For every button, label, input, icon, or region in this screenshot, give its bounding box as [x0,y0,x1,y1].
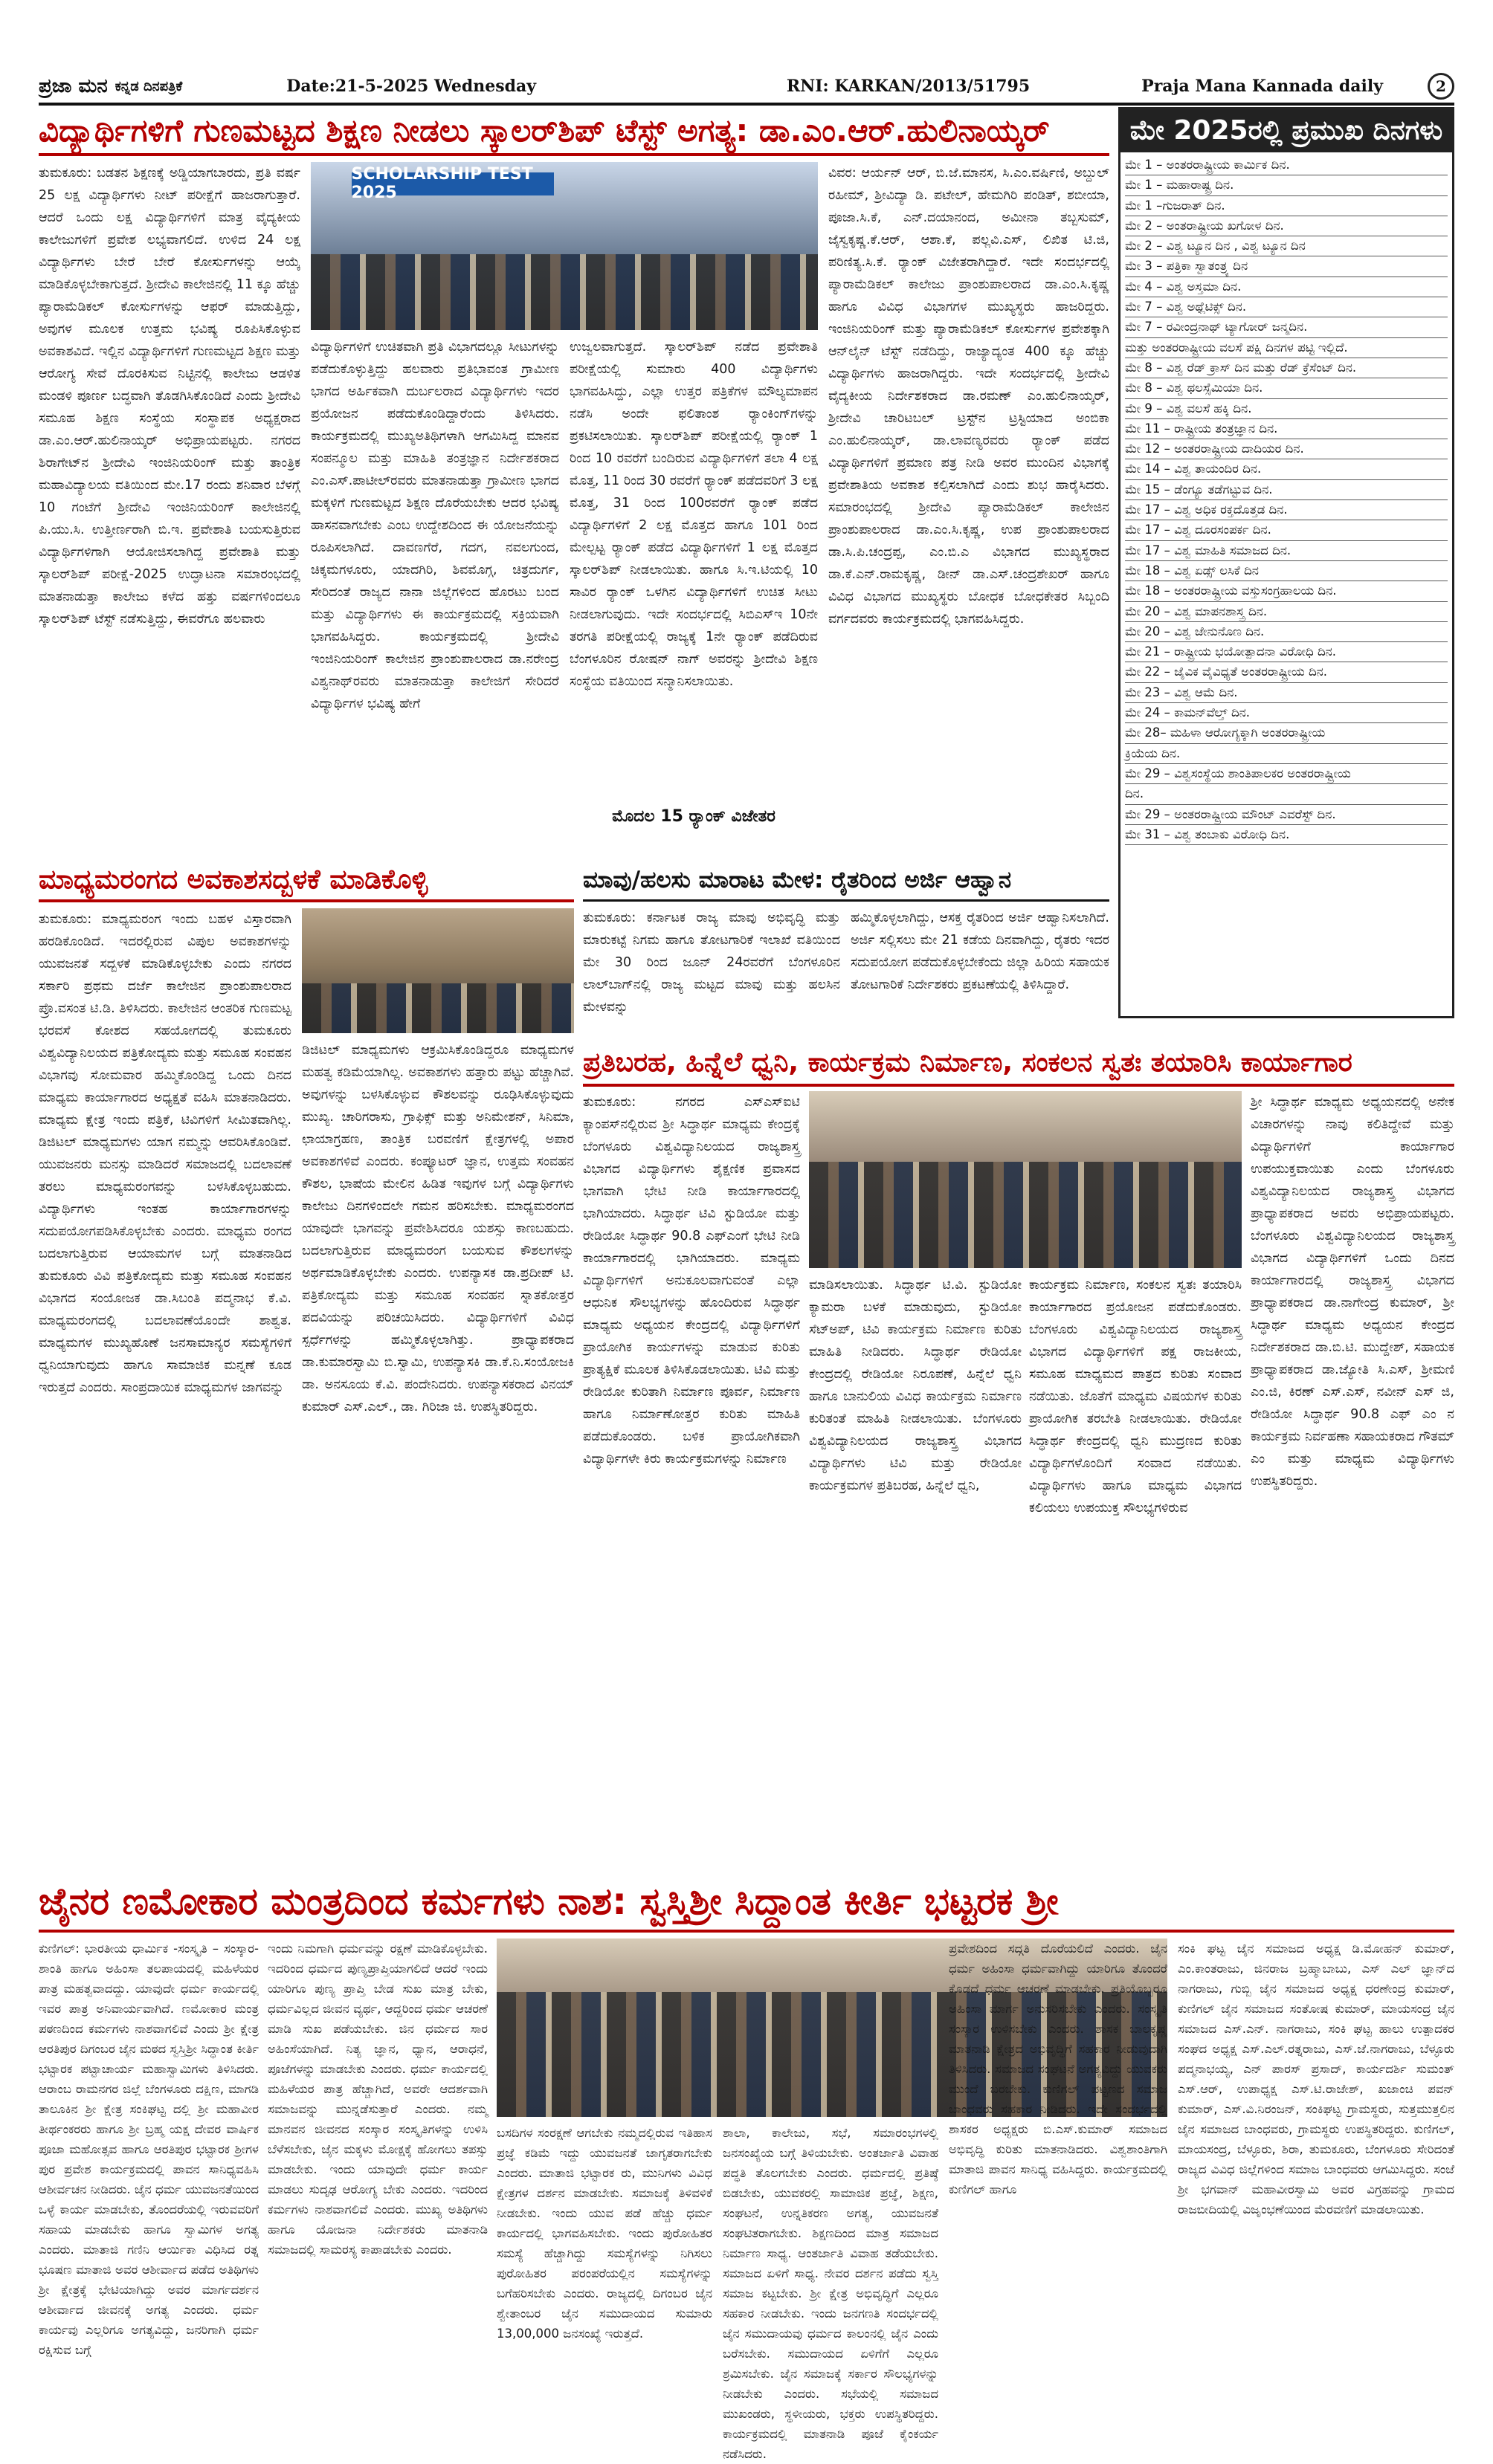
important-day-item: ಮೇ 15 – ಡೆಂಗ್ಯೂ ತಡೆಗಟ್ಟುವ ದಿನ. [1125,480,1448,500]
story4-col3: ಕಾರ್ಯಕ್ರಮ ನಿರ್ಮಾಣ, ಸಂಕಲನ ಸ್ವತಃ ತಯಾರಿಸಿ ಕಾರ್ಯಾಗಾರದ ಪ್ರಯೋಜನ ಪಡೆದುಕೊಂಡರು. ಬೆಂಗಳೂರು ವಿಶ್ವವಿದ್ಯಾನಿಲಯದ ರಾಜ್ಯಶಾಸ್ತ್ರ ವಿಭಾಗದ ವಿದ್ಯಾರ್ಥಿಗಳಿಗೆ ಪಕ್ಷ ರಾಜಕೀಯ, ಸಮೂಹ ಮಾಧ್ಯಮದ ಪಾತ್ರದ ಕುರಿತು ಸಂವಾದ ನಡೆಯಿತು. ಜೊತೆಗೆ ಮಾಧ್ಯಮ ವಿಷಯಗಳ ಕುರಿತು ಪ್ರಾಯೋಗಿಕ ತರಬೇತಿ ನೀಡಲಾಯಿತು. ರೇಡಿಯೋ ಸಿದ್ಧಾರ್ಥ ಕೇಂದ್ರದಲ್ಲಿ ಧ್ವನಿ ಮುದ್ರಣದ ಕುರಿತು ವಿದ್ಯಾರ್ಥಿಗಳೊಂದಿಗೆ ಸಂವಾದ ನಡೆಯಿತು. ವಿದ್ಯಾರ್ಥಿಗಳು ಹಾಗೂ ಮಾಧ್ಯಮ ವಿಭಾಗದ ಕಲಿಯಲು ಉಪಯುಕ್ತ ಸೌಲಭ್ಯಗಳಿರುವ [1029,1278,1242,1516]
important-day-item: ಮೇ 17 – ವಿಶ್ವ ದೂರಸಂಪರ್ಕ ದಿನ. [1125,520,1448,540]
important-day-item: ಮೇ 22 – ಜೈವಿಕ ವೈವಿಧ್ಯತೆ ಅಂತರರಾಷ್ಟ್ರೀಯ ದಿನ. [1125,662,1448,682]
important-day-item: ಕ್ರಿಯೆಯ ದಿನ. [1125,744,1448,764]
story2-photo [302,908,574,1033]
page-number: 2 [1428,73,1454,100]
important-day-item: ಮೇ 23 – ವಿಶ್ವ ಆಮೆ ದಿನ. [1125,683,1448,703]
story5-col3: ಬಸದಿಗಳ ಸಂರಕ್ಷಣೆ ಆಗಬೇಕು ನಮ್ಮದಲ್ಲಿರುವ ಇತಿಹಾಸ ಪ್ರಜ್ಞೆ ಕಡಿಮೆ ಇದ್ದು ಯುವಜನತೆ ಜಾಗೃತರಾಗಬೇಕು ಎಂದರು. ಮಾತಾಜಿ ಭಟ್ಟಾರಕ ರು, ಮುನಿಗಳು ವಿವಿಧ ಕ್ಷೇತ್ರಗಳ ದರ್ಶನ ಮಾಡಬೇಕು. ಸಮಾಜಕ್ಕೆ ತಿಳಿವಳಿಕೆ ನೀಡಬೇಕು. ಇಂದು ಯುವ ಪಡೆ ಹೆಚ್ಚು ಧರ್ಮ ಕಾರ್ಯದಲ್ಲಿ ಭಾಗವಹಿಸಬೇಕು. ಇಂದು ಪುರೋಹಿತರ ಸಮಸ್ಯೆ ಹೆಚ್ಚಾಗಿದ್ದು ಸಮಸ್ಯೆಗಳನ್ನು ನಿಗಿಸಲು ಪುರೋಹಿತರ ಪರಂಪರೆಯಲ್ಲಿನ ಸಮಸ್ಯೆಗಳನ್ನು ಬಗೆಹರಿಸಬೇಕು ಎಂದರು. ರಾಜ್ಯದಲ್ಲಿ ದಿಗಂಬರ ಜೈನ ಶ್ವೇತಾಂಬರ ಜೈನ ಸಮುದಾಯದ ಸುಮಾರು 13,00,000 ಜನಸಂಖ್ಯೆ ಇರುತ್ತದೆ. [497,2126,712,2341]
important-day-item: ಮೇ 9 – ವಿಶ್ವ ವಲಸೆ ಹಕ್ಕಿ ದಿನ. [1125,399,1448,419]
issue-date: Date:21-5-2025 Wednesday [286,77,537,96]
paper-name: Praja Mana Kannada daily [1141,77,1383,96]
masthead-logo: ಪ್ರಜಾ ಮನ [39,74,108,97]
important-day-item: ಮೇ 14 – ವಿಶ್ವ ತಾಯಂದಿರ ದಿನ. [1125,459,1448,479]
important-day-item: ಮೇ 1 – ಮಹಾರಾಷ್ಟ್ರ ದಿನ. [1125,175,1448,195]
important-day-item: ಮೇ 3 – ಪತ್ರಿಕಾ ಸ್ವಾತಂತ್ರ್ಯ ದಿನ [1125,256,1448,277]
important-days-title: ಮೇ 2025ರಲ್ಲಿ ಪ್ರಮುಖ ದಿನಗಳು [1120,109,1452,152]
important-day-item: ಮೇ 4 – ವಿಶ್ವ ಅಸ್ತಮಾ ದಿನ. [1125,277,1448,297]
story3-col1: ತುಮಕೂರು: ಕರ್ನಾಟಕ ರಾಜ್ಯ ಮಾವು ಅಭಿವೃದ್ಧಿ ಮತ್ತು ಮಾರುಕಟ್ಟೆ ನಿಗಮ ಹಾಗೂ ತೋಟಗಾರಿಕೆ ಇಲಾಖೆ ವತಿಯಿಂದ ಮೇ 30 ರಿಂದ ಜೂನ್ 24ರವರೆಗೆ ಬೆಂಗಳೂರಿನ ಲಾಲ್‌ಬಾಗ್‌ನಲ್ಲಿ ರಾಜ್ಯ ಮಟ್ಟದ ಮಾವು ಮತ್ತು ಹಲಸಿನ ಮೇಳವನ್ನು [583,911,840,1015]
story4-headline-rule [583,1084,1454,1087]
story5-col5: ಪ್ರವೇಶದಿಂದ ಸದ್ಗತಿ ದೊರೆಯಲಿದೆ ಎಂದರು. ಜೈನ ಧರ್ಮ ಅಹಿಂಸಾ ಧರ್ಮವಾಗಿದ್ದು ಯಾರಿಗೂ ತೊಂದರೆ ಕೊಡದೆ ಧರ್ಮ ಆಚರಣೆ ಮಾಡಬೇಕು. ಪ್ರತಿಯೊಬ್ಬರೂ ಅಹಿಂಸಾ ಮಾರ್ಗ ಅನುಸರಿಸಬೇಕು ಎಂದರು. ಸಂಸ್ಕೃತಿ ಸಂಸ್ಕಾರ ಉಳಿಸಬೇಕು ಎಂದರು. ಶಾಸಕ ಬಾಲಕೃಷ್ಣ ಮಾತನಾಡಿ ಕ್ಷೇತ್ರದ ಅಭಿವೃದ್ಧಿಗೆ ಸಹಕಾರ ನೀಡುವುದಾಗಿ ತಿಳಿಸಿದರು. ಸಮಾಜದ ಸಂಘಟನೆ ಅಗತ್ಯವಿದ್ದು ಯುವಕರು ಮುಂದೆ ಬರಬೇಕು. ಕುಣಿಗಲ್ ಪಟ್ಟಣದ ಸಮಾಜ ಬಾಂಧವರು ಸಹಕಾರ ನೀಡಿದರು. ಇದೇ ಸಂದರ್ಭದಲ್ಲಿ ಶಾಸಕರ ಅಧ್ಯಕ್ಷರು ಬಿ.ಎಸ್.ಕುಮಾರ್ ಸಮಾಜದ ಅಭಿವೃದ್ಧಿ ಕುರಿತು ಮಾತನಾಡಿದರು. ವಿಶ್ವಶಾಂತಿಗಾಗಿ ಮಾತಾಜಿ ಪಾವನ ಸಾನಿಧ್ಯ ವಹಿಸಿದ್ದರು. ಕಾರ್ಯಕ್ರಮದಲ್ಲಿ ಕುಣಿಗಲ್ ಹಾಗೂ [949,1941,1167,2196]
story2-headline: ಮಾಧ್ಯಮರಂಗದ ಅವಕಾಶಸದ್ಬಳಕೆ ಮಾಡಿಕೊಳ್ಳಿ [39,864,428,895]
story5-col4: ಶಾಲಾ, ಕಾಲೇಜು, ಸಭೆ, ಸಮಾರಂಭಗಳಲ್ಲಿ ಜನಸಂಖ್ಯೆಯ ಬಗ್ಗೆ ತಿಳಿಯಬೇಕು. ಅಂತರ್ಜಾತಿ ವಿವಾಹ ಪದ್ಧತಿ ತೊಲಗಬೇಕು ಎಂದರು. ಧರ್ಮದಲ್ಲಿ ಪ್ರತಿಷ್ಠೆ ಬಿಡಬೇಕು, ಯುವಕರಲ್ಲಿ ಸಾಮಾಜಿಕ ಪ್ರಜ್ಞೆ, ಶಿಕ್ಷಣ, ಸಂಘಟನೆ, ಉನ್ನತಿಕರಣ ಅಗತ್ಯ, ಯುವಜನತೆ ಸಂಘಟಿತರಾಗಬೇಕು. ಶಿಕ್ಷಣದಿಂದ ಮಾತ್ರ ಸಮಾಜದ ನಿರ್ಮಾಣ ಸಾಧ್ಯ. ಆಂತರ್ಜಾತಿ ವಿವಾಹ ತಡೆಯಬೇಕು. ಸಮಾಜದ ಏಳಿಗೆ ಸಾಧ್ಯ. ನೇವರ ದರ್ಶನ ಪಡೆದು ಸ್ವಸ್ತಿ ಸಮಾಜ ಕಟ್ಟಬೇಕು. ಶ್ರೀ ಕ್ಷೇತ್ರ ಅಭಿವೃದ್ಧಿಗೆ ಎಲ್ಲರೂ ಸಹಕಾರ ನೀಡಬೇಕು. ಇಂದು ಜನಗಣತಿ ಸಂದರ್ಭದಲ್ಲಿ ಜೈನ ಸಮುದಾಯವು ಧರ್ಮದ ಕಾಲಂನಲ್ಲಿ ಜೈನ ಎಂದು ಬರೆಸಬೇಕು. ಸಮುದಾಯದ ಏಳಿಗೆಗೆ ಎಲ್ಲರೂ ಶ್ರಮಿಸಬೇಕು. ಜೈನ ಸಮಾಜಕ್ಕೆ ಸರ್ಕಾರ ಸೌಲಭ್ಯಗಳನ್ನು ನೀಡಬೇಕು ಎಂದರು. ಸಭೆಯಲ್ಲಿ ಸಮಾಜದ ಮುಖಂಡರು, ಸ್ಥಳೀಯರು, ಭಕ್ತರು ಉಪಸ್ಥಿತರಿದ್ದರು. ಕಾರ್ಯಕ್ರಮದಲ್ಲಿ ಮಾತನಾಡಿ ಪೂಜೆ ಕೈಂಕರ್ಯ ನಡೆಸಿದರು. [723,2126,938,2461]
story5-headline: ಜೈನರ ಣಮೋಕಾರ ಮಂತ್ರದಿಂದ ಕರ್ಮಗಳು ನಾಶ: ಸ್ವಸ್ತಿಶ್ರೀ ಸಿದ್ದಾಂತ ಕೀರ್ತಿ ಭಟ್ಟರಕ ಶ್ರೀ [39,1880,1059,1923]
masthead-rule [39,103,1454,106]
masthead [39,71,1454,101]
story4-photo [809,1091,1242,1268]
important-day-item: ಮೇ 11 – ರಾಷ್ಟ್ರೀಯ ತಂತ್ರಜ್ಞಾನ ದಿನ. [1125,419,1448,439]
important-day-item: ಮೇ 7 – ವಿಶ್ವ ಅಥ್ಲೆಟಿಕ್ಸ್ ದಿನ. [1125,297,1448,317]
important-day-item: ಮೇ 20 – ವಿಶ್ವ ಜೇನುನೊಣ ದಿನ. [1125,622,1448,642]
story4-photo-group [809,1162,1242,1268]
story3-headline-rule [583,899,1109,902]
important-day-item: ಮೇ 17 – ವಿಶ್ವ ಮಾಹಿತಿ ಸಮಾಜದ ದಿನ. [1125,541,1448,561]
important-day-item: ದಿನ. [1125,784,1448,804]
important-day-item: ಮೇ 7 – ರವೀಂದ್ರನಾಥ್ ಟ್ಯಾಗೋರ್ ಜನ್ಮದಿನ. [1125,317,1448,337]
important-day-item: ಮೇ 8 – ವಿಶ್ವ ಥಲಸ್ಸೆಮಿಯಾ ದಿನ. [1125,378,1448,398]
story5-col1: ಕುಣಿಗಲ್: ಭಾರತೀಯ ಧಾರ್ಮಿಕ -ಸಂಸ್ಕೃತಿ – ಸಂಸ್ಕಾರ-ಶಾಂತಿ ಹಾಗೂ ಅಹಿಂಸಾ ತಲಪಾಯದಲ್ಲಿ ಮಹಿಳೆಯರ ಪಾತ್ರ ಮಹತ್ವವಾದದ್ದು. ಯಾವುದೇ ಧರ್ಮ ಕಾರ್ಯದಲ್ಲಿ ಇವರ ಪಾತ್ರ ಅನಿವಾರ್ಯವಾಗಿದೆ. ಣಮೋಕಾರ ಮಂತ್ರ ಪಠಣದಿಂದ ಕರ್ಮಗಳು ನಾಶವಾಗಲಿವೆ ಎಂದು ಶ್ರೀ ಕ್ಷೇತ್ರ ಆರತಿಪುರ ದಿಗಂಬರ ಜೈನ ಮಠದ ಸ್ವಸ್ತಿಶ್ರೀ ಸಿದ್ಧಾಂತ ಕೀರ್ತಿ ಭಟ್ಟಾರಕ ಪಟ್ಟಾಚಾರ್ಯ ಮಹಾಸ್ವಾಮಿಗಳು ತಿಳಿಸಿದರು. ಆರಾಂಬ ರಾಮನಗರ ಜಿಲ್ಲೆ ಬೆಂಗಳೂರು ದಕ್ಷಿಣ, ಮಾಗಡಿ ತಾಲೂಕಿನ ಶ್ರೀ ಕ್ಷೇತ್ರ ಸಂಕಿಘಟ್ಟ ದಲ್ಲಿ ಶ್ರೀ ಮಹಾವೀರ ತೀರ್ಥಂಕರರು ಹಾಗೂ ಶ್ರೀ ಬ್ರಹ್ಮ ಯಕ್ಷ ದೇವರ ವಾರ್ಷಿಕ ಪೂಜಾ ಮಹೋತ್ಸವ ಹಾಗೂ ಆರತಿಪುರ ಭಟ್ಟಾರಕ ಶ್ರೀಗಳ ಪುರ ಪ್ರವೇಶ ಕಾರ್ಯಕ್ರಮದಲ್ಲಿ ಪಾವನ ಸಾನಿಧ್ಯವಹಿಸಿ ಆಶೀರ್ವಚನ ನೀಡಿದರು. ಜೈನ ಧರ್ಮ ಯುವಜನತೆಯಿಂದ ಒಳ್ಳೆ ಕಾರ್ಯ ಮಾಡಬೇಕು, ತೊಂದರೆಯಲ್ಲಿ ಇರುವವರಿಗೆ ಸಹಾಯ ಮಾಡಬೇಕು ಹಾಗೂ ಸ್ವಾಮಿಗಳ ಅಗತ್ಯ ಎಂದರು. ಮಾತಾಜಿ ಗಣಿನಿ ಆರ್ಯಿಕಾ ವಿಧಿಸಿದ ರತ್ನ ಭೂಷಣ ಮಾತಾಜಿ ಅವರ ಆಶೀರ್ವಾದ ಪಡೆದ ಅತಿಥಿಗಳು ಶ್ರೀ ಕ್ಷೇತ್ರಕ್ಕೆ ಭೇಟಿಯಾಗಿದ್ದು ಅವರ ಮಾರ್ಗದರ್ಶನ ಆಶೀರ್ವಾದ ಜೀವನಕ್ಕೆ ಅಗತ್ಯ ಎಂದರು. ಧರ್ಮ ಕಾರ್ಯವು ಎಲ್ಲರಿಗೂ ಅಗತ್ಯವಿದ್ದು, ಜನರಿಗಾಗಿ ಧರ್ಮ ರಕ್ಷಿಸುವ ಬಗ್ಗೆ [39,1941,259,2357]
story1-ranks-subhead: ಮೊದಲ 15 ರ್‍ಯಾಂಕ್ ವಿಜೇತರ [612,807,775,826]
important-day-item: ಮೇ 1 –ಗುಜರಾತ್ ದಿನ. [1125,196,1448,216]
story3-col2: ಹಮ್ಮಿಕೊಳ್ಳಲಾಗಿದ್ದು, ಆಸಕ್ತ ರೈತರಿಂದ ಅರ್ಜಿ ಆಹ್ವಾನಿಸಲಾಗಿದೆ. ಅರ್ಜಿ ಸಲ್ಲಿಸಲು ಮೇ 21 ಕಡೆಯ ದಿನವಾಗಿದ್ದು, ರೈತರು ಇದರ ಸದುಪಯೋಗ ಪಡೆದುಕೊಳ್ಳಬೇಕೆಂದು ಜಿಲ್ಲಾ ಹಿರಿಯ ಸಹಾಯಕ ತೋಟಗಾರಿಕೆ ನಿರ್ದೇಶಕರು ಪ್ರಕಟಣೆಯಲ್ಲಿ ತಿಳಿಸಿದ್ದಾರೆ. [851,911,1109,992]
important-day-item: ಮೇ 18 – ಅಂತರರಾಷ್ಟ್ರೀಯ ವಸ್ತುಸಂಗ್ರಹಾಲಯ ದಿನ. [1125,581,1448,601]
story2-col1: ತುಮಕೂರು: ಮಾಧ್ಯಮರಂಗ ಇಂದು ಬಹಳ ವಿಸ್ತಾರವಾಗಿ ಹರಡಿಕೊಂಡಿದೆ. ಇದರಲ್ಲಿರುವ ವಿಪುಲ ಅವಕಾಶಗಳನ್ನು ಯುವಜನತೆ ಸದ್ಬಳಕೆ ಮಾಡಿಕೊಳ್ಳಬೇಕು ಎಂದು ನಗರದ ಸರ್ಕಾರಿ ಪ್ರಥಮ ದರ್ಜೆ ಕಾಲೇಜಿನ ಪ್ರಾಂಶುಪಾಲರಾದ ಪ್ರೊ.ವಸಂತ ಟಿ.ಡಿ. ತಿಳಿಸಿದರು. ಕಾಲೇಜಿನ ಆಂತರಿಕ ಗುಣಮಟ್ಟ ಭರವಸೆ ಕೋಶದ ಸಹಯೋಗದಲ್ಲಿ ತುಮಕೂರು ವಿಶ್ವವಿದ್ಯಾನಿಲಯದ ಪತ್ರಿಕೋದ್ಯಮ ಮತ್ತು ಸಮೂಹ ಸಂವಹನ ವಿಭಾಗವು ಸೋಮವಾರ ಹಮ್ಮಿಕೊಂಡಿದ್ದ ಒಂದು ದಿನದ ಮಾಧ್ಯಮ ಕಾರ್ಯಾಗಾರದ ಅಧ್ಯಕ್ಷತೆ ವಹಿಸಿ ಮಾತನಾಡಿದರು. ಮಾಧ್ಯಮ ಕ್ಷೇತ್ರ ಇಂದು ಪತ್ರಿಕೆ, ಟಿವಿಗಳಿಗೆ ಸೀಮಿತವಾಗಿಲ್ಲ. ಡಿಜಿಟಲ್ ಮಾಧ್ಯಮಗಳು ಯಾಗ ನಮ್ಮನ್ನು ಆವರಿಸಿಕೊಂಡಿವೆ. ಯುವಜನರು ಮನಸ್ಸು ಮಾಡಿದರೆ ಸಮಾಜದಲ್ಲಿ ಬದಲಾವಣೆ ತರಲು ಮಾಧ್ಯಮರಂಗವನ್ನು ಬಳಸಿಕೊಳ್ಳಬಹುದು. ವಿದ್ಯಾರ್ಥಿಗಳು ಇಂತಹ ಕಾರ್ಯಾಗಾರಗಳನ್ನು ಸದುಪಯೋಗಪಡಿಸಿಕೊಳ್ಳಬೇಕು ಎಂದರು. ಮಾಧ್ಯಮ ರಂಗದ ಬದಲಾಗುತ್ತಿರುವ ಆಯಾಮಗಳ ಬಗ್ಗೆ ಮಾತನಾಡಿದ ತುಮಕೂರು ವಿವಿ ಪತ್ರಿಕೋದ್ಯಮ ಮತ್ತು ಸಮೂಹ ಸಂವಹನ ವಿಭಾಗದ ಸಂಯೋಜಕ ಡಾ.ಸಿಬಂತಿ ಪದ್ಮನಾಭ ಕೆ.ವಿ. ಮಾಧ್ಯಮರಂಗದಲ್ಲಿ ಬದಲಾವಣೆಯೊಂದೇ ಶಾಶ್ವತ. ಮಾಧ್ಯಮಗಳ ಮುಖ್ಯಹೊಣೆ ಜನಸಾಮಾನ್ಯರ ಸಮಸ್ಯೆಗಳಿಗೆ ಧ್ವನಿಯಾಗುವುದು ಹಾಗೂ ಸಾಮಾಜಿಕ ಮನ್ನಣೆ ಕೂಡ ಇರುತ್ತದೆ ಎಂದರು. ಸಾಂಪ್ರದಾಯಿಕ ಮಾಧ್ಯಮಗಳ ಜಾಗವನ್ನು [39,912,291,1395]
story1-col2: ವಿದ್ಯಾರ್ಥಿಗಳಿಗೆ ಉಚಿತವಾಗಿ ಪ್ರತಿ ವಿಭಾಗದಲ್ಲೂ ಸೀಟುಗಳನ್ನು ಪಡೆದುಕೊಳ್ಳುತ್ತಿದ್ದು ಹಲವಾರು ಪ್ರತಿಭಾವಂತ ಗ್ರಾಮೀಣ ಭಾಗದ ಅರ್ಹಿಕವಾಗಿ ದುರ್ಬಲರಾದ ವಿದ್ಯಾರ್ಥಿಗಳು ಇದರ ಪ್ರಯೋಜನ ಪಡೆದುಕೊಂಡಿದ್ದಾರೆಂದು ತಿಳಿಸಿದರು. ಕಾರ್ಯಕ್ರಮದಲ್ಲಿ ಮುಖ್ಯಅತಿಥಿಗಳಾಗಿ ಆಗಮಿಸಿದ್ದ ಮಾನವ ಸಂಪನ್ಮೂಲ ಮತ್ತು ಮಾಹಿತಿ ತಂತ್ರಜ್ಞಾನ ನಿರ್ದೇಶಕರಾದ ಎಂ.ಎಸ್.ಪಾಟೀಲ್‌ರವರು ಮಾತನಾಡುತ್ತಾ ಗ್ರಾಮೀಣ ಭಾಗದ ಮಕ್ಕಳಿಗೆ ಗುಣಮಟ್ಟದ ಶಿಕ್ಷಣ ದೊರೆಯಬೇಕು ಆದರ ಭವಿಷ್ಯ ಹಾಸನವಾಗಬೇಕು ಎಂಬ ಉದ್ದೇಶದಿಂದ ಈ ಯೋಜನೆಯನ್ನು ರೂಪಿಸಲಾಗಿದೆ. ದಾವಣಗೆರೆ, ಗದಗ, ನವಲಗುಂದ, ಚಿಕ್ಕಮಗಳೂರು, ಯಾದಗಿರಿ, ಶಿವಮೊಗ್ಗ, ಚಿತ್ರದುರ್ಗ, ಸೇರಿದಂತೆ ರಾಜ್ಯದ ನಾನಾ ಜಿಲ್ಲೆಗಳಿಂದ ಹೊರಟು ಬಂದ ಮತ್ತು ವಿದ್ಯಾರ್ಥಿಗಳು ಈ ಕಾರ್ಯಕ್ರಮದಲ್ಲಿ ಸಕ್ರಿಯವಾಗಿ ಭಾಗವಹಿಸಿದ್ದರು. ಕಾರ್ಯಕ್ರಮದಲ್ಲಿ ಶ್ರೀದೇವಿ ಇಂಜಿನಿಯರಿಂಗ್ ಕಾಲೇಜಿನ ಪ್ರಾಂಶುಪಾಲರಾದ ಡಾ.ನರೇಂದ್ರ ವಿಶ್ವನಾಥ್‌ರವರು ಮಾತನಾಡುತ್ತಾ ಕಾಲೇಜಿಗೆ ಸೇರಿದರೆ ವಿದ್ಯಾರ್ಥಿಗಳ ಭವಿಷ್ಯ ಹೇಗೆ [311,340,559,711]
story1-col3: ಉಜ್ವಲವಾಗುತ್ತದೆ. ಸ್ಕಾಲರ್‌ಶಿಪ್ ನಡೆದ ಪ್ರವೇಶಾತಿ ಪರೀಕ್ಷೆಯಲ್ಲಿ ಸುಮಾರು 400 ವಿದ್ಯಾರ್ಥಿಗಳು ಭಾಗವಹಿಸಿದ್ದು, ಎಲ್ಲಾ ಉತ್ತರ ಪತ್ರಿಕೆಗಳ ಮೌಲ್ಯಮಾಪನ ನಡೆಸಿ ಅಂದೇ ಫಲಿತಾಂಶ ರ್‍ಯಾಂಕಿಂಗ್‌ಗಳನ್ನು ಪ್ರಕಟಿಸಲಾಯಿತು. ಸ್ಕಾಲರ್‌ಶಿಪ್ ಪರೀಕ್ಷೆಯಲ್ಲಿ ರ್‍ಯಾಂಕ್ 1 ರಿಂದ 10 ರವರೆಗೆ ಬಂದಿರುವ ವಿದ್ಯಾರ್ಥಿಗಳಿಗೆ ತಲಾ 4 ಲಕ್ಷ ಮೊತ್ತ, 11 ರಿಂದ 30 ರವರೆಗೆ ರ್‍ಯಾಂಕ್ ಪಡೆದವರಿಗೆ 3 ಲಕ್ಷ ಮೊತ್ತ, 31 ರಿಂದ 100ರವರೆಗೆ ರ್‍ಯಾಂಕ್ ಪಡೆದ ವಿದ್ಯಾರ್ಥಿಗಳಿಗೆ 2 ಲಕ್ಷ ಮೊತ್ತದ ಹಾಗೂ 101 ರಿಂದ ಮೇಲ್ಪಟ್ಟ ರ್‍ಯಾಂಕ್ ಪಡೆದ ವಿದ್ಯಾರ್ಥಿಗಳಿಗೆ 1 ಲಕ್ಷ ಮೊತ್ತದ ಸ್ಕಾಲರ್‌ಶಿಪ್ ನೀಡಲಾಯಿತು. ಹಾಗೂ ಸಿ.ಇ.ಟಿಯಲ್ಲಿ 10 ಸಾವಿರ ರ್‍ಯಾಂಕ್ ಒಳಗಿನ ವಿದ್ಯಾರ್ಥಿಗಳಿಗೆ ಉಚಿತ ಸೀಟು ನೀಡಲಾಗುವುದು. ಇದೇ ಸಂದರ್ಭದಲ್ಲಿ ಸಿಬಿಎಸ್ಇ 10ನೇ ತರಗತಿ ಪರೀಕ್ಷೆಯಲ್ಲಿ ರಾಜ್ಯಕ್ಕೆ 1ನೇ ರ್‍ಯಾಂಕ್ ಪಡೆದಿರುವ ಬೆಂಗಳೂರಿನ ರೋಷನ್ ನಾಗ್ ಅವರನ್ನು ಶ್ರೀದೇವಿ ಶಿಕ್ಷಣ ಸಂಸ್ಥೆಯ ವತಿಯಿಂದ ಸನ್ಮಾನಿಸಲಾಯಿತು. [570,340,818,689]
important-day-item: ಮೇ 31 – ವಿಶ್ವ ತಂಬಾಕು ವಿರೋಧಿ ದಿನ. [1125,825,1448,845]
important-day-item: ಮೇ 21 – ರಾಷ್ಟ್ರೀಯ ಭಯೋತ್ಪಾದನಾ ವಿರೋಧಿ ದಿನ. [1125,642,1448,662]
story5-col2: ಇಂದು ನಿಮಗಾಗಿ ಧರ್ಮವನ್ನು ರಕ್ಷಣೆ ಮಾಡಿಕೊಳ್ಳಬೇಕು. ಇದರಿಂದ ಧರ್ಮದ ಪುಣ್ಯಪ್ರಾಪ್ತಿಯಾಗಲಿದೆ ಆದರೆ ಇಂದು ಯಾರಿಗೂ ಪುಣ್ಯ ಪ್ರಾಪ್ತಿ ಬೇಡ ಸುಖ ಮಾತ್ರ ಬೇಕು, ಧರ್ಮವಿಲ್ಲದ ಜೀವನ ವ್ಯರ್ಥ, ಆದ್ದರಿಂದ ಧರ್ಮ ಆಚರಣೆ ಮಾಡಿ ಸುಖ ಪಡೆಯಬೇಕು. ಜಿನ ಧರ್ಮದ ಸಾರ ಅಹಿಂಸೆಯಾಗಿದೆ. ನಿತ್ಯ ಜ್ಞಾನ, ಧ್ಯಾನ, ಆರಾಧನೆ, ಪೂಜೆಗಳನ್ನು ಮಾಡಬೇಕು ಎಂದರು. ಧರ್ಮ ಕಾರ್ಯದಲ್ಲಿ ಮಹಿಳೆಯರ ಪಾತ್ರ ಹೆಚ್ಚಾಗಿದೆ, ಅವರೇ ಆದರ್ಶವಾಗಿ ಸಮಾಜವನ್ನು ಮುನ್ನಡೆಸುತ್ತಾರೆ ಎಂದರು. ನಮ್ಮ ಮಾನವನ ಜೀವನದ ಸಂಸ್ಕಾರ ಸಂಸ್ಕೃತಿಗಳನ್ನು ಉಳಿಸಿ ಬೆಳೆಸಬೇಕು, ಜೈನ ಮಕ್ಕಳು ಮೋಕ್ಷಕ್ಕೆ ಹೋಗಲು ತಪಸ್ಸು ಮಾಡಬೇಕು. ಇಂದು ಯಾವುದೇ ಧರ್ಮ ಕಾರ್ಯ ಮಾಡಲು ಸುದೃಢ ಆರೋಗ್ಯ ಬೇಕು ಎಂದರು. ಇದರಿಂದ ಕರ್ಮಗಳು ನಾಶವಾಗಲಿವೆ ಎಂದರು. ಮುಖ್ಯ ಅತಿಥಿಗಳು ಹಾಗೂ ಯೋಜನಾ ನಿರ್ದೇಶಕರು ಮಾತನಾಡಿ ಸಮಾಜದಲ್ಲಿ ಸಾಮರಸ್ಯ ಕಾಪಾಡಬೇಕು ಎಂದರು. [268,1941,488,2257]
important-day-item: ಮೇ 28– ಮಹಿಳಾ ಆರೋಗ್ಯಕ್ಕಾಗಿ ಅಂತರರಾಷ್ಟ್ರೀಯ [1125,723,1448,743]
story4-col1: ತುಮಕೂರು: ನಗರದ ಎಸ್‌ಎಸ್‌ಐಟಿ ಕ್ಯಾಂಪಸ್‌ನಲ್ಲಿರುವ ಶ್ರೀ ಸಿದ್ಧಾರ್ಥ ಮಾಧ್ಯಮ ಕೇಂದ್ರಕ್ಕೆ ಬೆಂಗಳೂರು ವಿಶ್ವವಿದ್ಯಾನಿಲಯದ ರಾಜ್ಯಶಾಸ್ತ್ರ ವಿಭಾಗದ ವಿದ್ಯಾರ್ಥಿಗಳು ಶೈಕ್ಷಣಿಕ ಪ್ರವಾಸದ ಭಾಗವಾಗಿ ಭೇಟಿ ನೀಡಿ ಕಾರ್ಯಾಗಾರದಲ್ಲಿ ಭಾಗಿಯಾದರು. ಸಿದ್ಧಾರ್ಥ ಟಿವಿ ಸ್ಟುಡಿಯೋ ಮತ್ತು ರೇಡಿಯೋ ಸಿದ್ಧಾರ್ಥ 90.8 ಎಫ್‌ಎಂಗೆ ಭೇಟಿ ನೀಡಿ ಕಾರ್ಯಾಗಾರದಲ್ಲಿ ಭಾಗಿಯಾದರು. ಮಾಧ್ಯಮ ವಿದ್ಯಾರ್ಥಿಗಳಿಗೆ ಅನುಕೂಲವಾಗುವಂತೆ ಎಲ್ಲಾ ಆಧುನಿಕ ಸೌಲಭ್ಯಗಳನ್ನು ಹೊಂದಿರುವ ಸಿದ್ಧಾರ್ಥ ಮಾಧ್ಯಮ ಅಧ್ಯಯನ ಕೇಂದ್ರದಲ್ಲಿ ವಿದ್ಯಾರ್ಥಿಗಳಿಗೆ ಪ್ರಾಯೋಗಿಕ ಕಾರ್ಯಗಳನ್ನು ಮಾಡುವ ಕುರಿತು ಪ್ರಾತ್ಯಕ್ಷಿಕೆ ಮೂಲಕ ತಿಳಿಸಿಕೊಡಲಾಯಿತು. ಟಿವಿ ಮತ್ತು ರೇಡಿಯೋ ಕುರಿತಾಗಿ ನಿರ್ಮಾಣ ಪೂರ್ವ, ನಿರ್ಮಾಣ ಹಾಗೂ ನಿರ್ಮಾಣೋತ್ತರ ಕುರಿತು ಮಾಹಿತಿ ಪಡೆದುಕೊಂಡರು. ಬಳಿಕ ಪ್ರಾಯೋಗಿಕವಾಗಿ ವಿದ್ಯಾರ್ಥಿಗಳೇ ಕಿರು ಕಾರ್ಯಕ್ರಮಗಳನ್ನು ನಿರ್ಮಾಣ [583,1095,800,1467]
story2-headline-rule [39,899,574,902]
important-day-item: ಮೇ 29 – ವಿಶ್ವಸಂಸ್ಥೆಯ ಶಾಂತಿಪಾಲಕರ ಅಂತರರಾಷ್ಟ್ರೀಯ [1125,764,1448,784]
important-days-box [1118,107,1454,1018]
important-day-item: ಮೇ 1 – ಅಂತರರಾಷ್ಟ್ರೀಯ ಕಾರ್ಮಿಕ ದಿನ. [1125,155,1448,175]
story1-headline-rule [39,153,1109,156]
rni-number: RNI: KARKAN/2013/51795 [786,77,1031,96]
story5-col6: ಸಂಕಿ ಘಟ್ಟ ಜೈನ ಸಮಾಜದ ಅಧ್ಯಕ್ಷ ಡಿ.ಮೋಹನ್ ಕುಮಾರ್, ಎಂ.ಕಾಂತರಾಜು, ಜಿನರಾಜ ಬ್ರಹ್ಮಾಬಾಬು, ಎಸ್ ಎಲ್ ಜ್ಞಾನ್‌ದ ನಾಗರಾಜು, ಗುಬ್ಬಿ ಜೈನ ಸಮಾಜದ ಅಧ್ಯಕ್ಷ ಧರಣೇಂದ್ರ ಕುಮಾರ್, ಕುಣಿಗಲ್ ಜೈನ ಸಮಾಜದ ಸಂತೋಷ ಕುಮಾರ್, ಮಾಯಸಂದ್ರ ಜೈನ ಸಮಾಜದ ಎಸ್.ಎನ್. ನಾಗರಾಜು, ಸಂಕಿ ಘಟ್ಟ ಹಾಲು ಉತ್ಪಾದಕರ ಸಂಘದ ಅಧ್ಯಕ್ಷ ಎಸ್.ಎಲ್.ರತ್ನರಾಜು, ಎಸ್.ಜೆ.ನಾಗರಾಜು, ಬೆಳ್ಳೂರು ಪದ್ಮನಾಭಯ್ಯ, ಎನ್ ಪಾರಸ್ ಪ್ರಸಾದ್, ಕಾರ್ಯದರ್ಶಿ ಸುಮಂತ್ ಎಸ್.ಆರ್, ಉಪಾಧ್ಯಕ್ಷ ಎಸ್.ಟಿ.ರಾಜೇಶ್, ಖಜಾಂಚಿ ಪವನ್ ಕುಮಾರ್, ಎಸ್.ವಿ.ನಿರಂಜನ್, ಸಂಕಿಘಟ್ಟ ಗ್ರಾಮಸ್ಥರು, ಸುತ್ತಮುತ್ತಲಿನ ಜೈನ ಸಮಾಜದ ಬಾಂಧವರು, ಗ್ರಾಮಸ್ಥರು ಉಪಸ್ಥಿತರಿದ್ದರು. ಕುಣಿಗಲ್, ಮಾಯಸಂದ್ರ, ಬೆಳ್ಳೂರು, ಶಿರಾ, ತುಮಕೂರು, ಬೆಂಗಳೂರು ಸೇರಿದಂತೆ ರಾಜ್ಯದ ವಿವಿಧ ಜಿಲ್ಲೆಗಳಿಂದ ಸಮಾಜ ಬಾಂಧವರು ಆಗಮಿಸಿದ್ದರು. ಸಂಜೆ ಶ್ರೀ ಭಗವಾನ್ ಮಹಾವೀರಸ್ವಾಮಿ ಅವರ ವಿಗ್ರಹವನ್ನು ಗ್ರಾಮದ ರಾಜಬೀದಿಯಲ್ಲಿ ವಿಜೃಂಭಣೆಯಿಂದ ಮೆರವಣಿಗೆ ಮಾಡಲಾಯಿತು. [1178,1941,1454,2216]
masthead-tagline: ಕನ್ನಡ ದಿನಪತ್ರಿಕೆ [115,78,183,94]
story1-photo-people [311,254,818,330]
story5-headline-rule [39,1930,1454,1933]
story4-col2: ಮಾಡಿಸಲಾಯಿತು. ಸಿದ್ಧಾರ್ಥ ಟಿ.ವಿ. ಸ್ಟುಡಿಯೋ ಕ್ಯಾಮರಾ ಬಳಕೆ ಮಾಡುವುದು, ಸ್ಟುಡಿಯೋ ಸೆಟ್‌ಅಪ್, ಟಿವಿ ಕಾರ್ಯಕ್ರಮ ನಿರ್ಮಾಣ ಕುರಿತು ಮಾಹಿತಿ ನೀಡಿದರು. ಸಿದ್ಧಾರ್ಥ ರೇಡಿಯೋ ಕೇಂದ್ರದಲ್ಲಿ ರೇಡಿಯೋ ನಿರೂಪಣೆ, ಹಿನ್ನೆಲೆ ಧ್ವನಿ ಹಾಗೂ ಬಾನುಲಿಯ ವಿವಿಧ ಕಾರ್ಯಕ್ರಮ ನಿರ್ಮಾಣ ಕುರಿತಂತೆ ಮಾಹಿತಿ ನೀಡಲಾಯಿತು. ಬೆಂಗಳೂರು ವಿಶ್ವವಿದ್ಯಾನಿಲಯದ ರಾಜ್ಯಶಾಸ್ತ್ರ ವಿಭಾಗದ ವಿದ್ಯಾರ್ಥಿಗಳು ಟಿವಿ ಮತ್ತು ರೇಡಿಯೋ ಕಾರ್ಯಕ್ರಮಗಳ ಪ್ರತಿಬರಹ, ಹಿನ್ನೆಲೆ ಧ್ವನಿ, [809,1278,1022,1493]
story4-headline: ಪ್ರತಿಬರಹ, ಹಿನ್ನೆಲೆ ಧ್ವನಿ, ಕಾರ್ಯಕ್ರಮ ನಿರ್ಮಾಣ, ಸಂಕಲನ ಸ್ವತಃ ತಯಾರಿಸಿ ಕಾರ್ಯಾಗಾರ [583,1047,1352,1078]
story4-col4: ಶ್ರೀ ಸಿದ್ಧಾರ್ಥ ಮಾಧ್ಯಮ ಅಧ್ಯಯನದಲ್ಲಿ ಅನೇಕ ವಿಚಾರಗಳನ್ನು ನಾವು ಕಲಿತಿದ್ದೇವೆ ಮತ್ತು ವಿದ್ಯಾರ್ಥಿಗಳಿಗೆ ಕಾರ್ಯಾಗಾರ ಉಪಯುಕ್ತವಾಯಿತು ಎಂದು ಬೆಂಗಳೂರು ವಿಶ್ವವಿದ್ಯಾನಿಲಯದ ರಾಜ್ಯಶಾಸ್ತ್ರ ವಿಭಾಗದ ಪ್ರಾಧ್ಯಾಪಕರಾದ ಅವರು ಅಭಿಪ್ರಾಯಪಟ್ಟರು. ಬೆಂಗಳೂರು ವಿಶ್ವವಿದ್ಯಾನಿಲಯದ ರಾಜ್ಯಶಾಸ್ತ್ರ ವಿಭಾಗದ ವಿದ್ಯಾರ್ಥಿಗಳಿಗೆ ಒಂದು ದಿನದ ಕಾರ್ಯಾಗಾರದಲ್ಲಿ ರಾಜ್ಯಶಾಸ್ತ್ರ ವಿಭಾಗದ ಪ್ರಾಧ್ಯಾಪಕರಾದ ಡಾ.ನಾಗೇಂದ್ರ ಕುಮಾರ್, ಶ್ರೀ ಸಿದ್ಧಾರ್ಥ ಮಾಧ್ಯಮ ಅಧ್ಯಯನ ಕೇಂದ್ರದ ನಿರ್ದೇಶಕರಾದ ಡಾ.ಬಿ.ಟಿ. ಮುದ್ದೇಶ್, ಸಹಾಯಕ ಪ್ರಾಧ್ಯಾಪಕರಾದ ಡಾ.ಜ್ಯೋತಿ ಸಿ.ಎಸ್, ಶ್ರೀಮಣಿ ಎಂ.ಜಿ, ಕಿರಣ್ ಎಸ್.ಎಸ್, ನವೀನ್ ಎಸ್ ಜಿ, ರೇಡಿಯೋ ಸಿದ್ಧಾರ್ಥ 90.8 ಎಫ್ ಎಂ ನ ಕಾರ್ಯಕ್ರಮ ನಿರ್ವಹಣಾ ಸಹಾಯಕರಾದ ಗೌತಮ್ ಎಂ ಮತ್ತು ಮಾಧ್ಯಮ ವಿದ್ಯಾರ್ಥಿಗಳು ಉಪಸ್ಥಿತರಿದ್ದರು. [1251,1095,1454,1489]
important-day-item: ಮೇ 18 – ವಿಶ್ವ ಏಡ್ಸ್ ಲಸಿಕೆ ದಿನ [1125,561,1448,581]
important-day-item: ಮೇ 12 – ಅಂತರರಾಷ್ಟ್ರೀಯ ದಾದಿಯರ ದಿನ. [1125,439,1448,459]
story3-headline: ಮಾವು/ಹಲಸು ಮಾರಾಟ ಮೇಳ: ರೈತರಿಂದ ಅರ್ಜಿ ಆಹ್ವಾನ [583,867,1012,893]
story1-col4: ವಿವರ: ಆರ್ಯನ್ ಆರ್, ಬಿ.ಜೆ.ಮಾನಸ, ಸಿ.ಎಂ.ವರ್ಷಿಣಿ, ಅಬ್ದುಲ್ ರಹೀಮ್, ಶ್ರೀವಿದ್ಯಾ ಡಿ. ಪಟೇಲ್, ಹೇಮಗಿರಿ ಪಂಡಿತ್, ಶಬೀಯಾ, ಪೂಜಾ.ಸಿ.ಕೆ, ಎನ್.ದಯಾನಂದ, ಅಮೀನಾ ತಬ್ಬಸುಮ್, ಜೈಸ್ವಕೃಷ್ಣ.ಕೆ.ಆರ್, ಆಶಾ.ಕೆ, ಪಲ್ಲವಿ.ಎಸ್, ಲಿಖಿತ ಟಿ.ಜಿ, ಪರಿಣಿತ್ಯ.ಸಿ.ಕೆ. ರ್‍ಯಾಂಕ್ ವಿಜೇತರಾಗಿದ್ದಾರೆ. ಇದೇ ಸಂದರ್ಭದಲ್ಲಿ ಪ್ಯಾರಾಮೆಡಿಕಲ್ ಕಾಲೇಜು ಪ್ರಾಂಶುಪಾಲರಾದ ಡಾ.ಎಂ.ಸಿ.ಕೃಷ್ಣ ಹಾಗೂ ವಿವಿಧ ವಿಭಾಗಗಳ ಮುಖ್ಯಸ್ಥರು ಹಾಜರಿದ್ದರು. ಇಂಜಿನಿಯರಿಂಗ್ ಮತ್ತು ಪ್ಯಾರಾಮೆಡಿಕಲ್ ಕೋರ್ಸುಗಳ ಪ್ರವೇಶಕ್ಕಾಗಿ ಆನ್‌ಲೈನ್ ಟೆಸ್ಟ್ ನಡೆದಿದ್ದು, ರಾಜ್ಯಾದ್ಯಂತ 400 ಕ್ಕೂ ಹೆಚ್ಚು ವಿದ್ಯಾರ್ಥಿಗಳು ಹಾಜರಾಗಿದ್ದರು. ಇದೇ ಸಂದರ್ಭದಲ್ಲಿ ಶ್ರೀದೇವಿ ವೈದ್ಯಕೀಯ ನಿರ್ದೇಶಕರಾದ ಡಾ.ರಮಣ್ ಎಂ.ಹುಲಿನಾಯ್ಕರ್, ಶ್ರೀದೇವಿ ಚಾರಿಟಬಲ್ ಟ್ರಸ್ಟ್‌ನ ಟ್ರಸ್ಟಿಯಾದ ಅಂಬಿಕಾ ಎಂ.ಹುಲಿನಾಯ್ಕರ್, ಡಾ.ಲಾವಣ್ಯರವರು ರ್‍ಯಾಂಕ್ ಪಡೆದ ವಿದ್ಯಾರ್ಥಿಗಳಿಗೆ ಪ್ರಮಾಣ ಪತ್ರ ನೀಡಿ ಅವರ ಮುಂದಿನ ವಿಭಾಗಕ್ಕೆ ಪ್ರವೇಶಾತಿಯ ಅವಕಾಶ ಕಲ್ಪಿಸಲಾಗಿದೆ ಎಂದು ಶುಭ ಹಾರೈಸಿದರು. ಸಮಾರಂಭದಲ್ಲಿ ಶ್ರೀದೇವಿ ಪ್ಯಾರಾಮೆಡಿಕಲ್ ಕಾಲೇಜಿನ ಪ್ರಾಂಶುಪಾಲರಾದ ಡಾ.ಎಂ.ಸಿ.ಕೃಷ್ಣ, ಉಪ ಪ್ರಾಂಶುಪಾಲರಾದ ಡಾ.ಸಿ.ಪಿ.ಚಂದ್ರಪ್ಪ, ಎಂ.ಬಿ.ಎ ವಿಭಾಗದ ಮುಖ್ಯಸ್ಥರಾದ ಡಾ.ಕೆ.ಎನ್.ರಾಮಕೃಷ್ಣ, ಡೀನ್ ಡಾ.ಎಸ್.ಚಂದ್ರಶೇಖರ್ ಹಾಗೂ ವಿವಿಧ ವಿಭಾಗದ ಮುಖ್ಯಸ್ಥರು ಬೋಧಕ ಬೋಧಕೇತರ ಸಿಬ್ಬಂದಿ ವರ್ಗದವರು ಕಾರ್ಯಕ್ರಮದಲ್ಲಿ ಭಾಗವಹಿಸಿದ್ದರು. [828,166,1109,627]
important-day-item: ಮೇ 8 – ವಿಶ್ವ ರೆಡ್ ಕ್ರಾಸ್ ದಿನ ಮತ್ತು ರೆಡ್ ಕ್ರೆಸೆಂಟ್ ದಿನ. [1125,358,1448,378]
important-days-list [1120,152,1452,848]
story1-photo-banner: SCHOLARSHIP TEST 2025 [352,172,555,196]
story2-col2: ಡಿಜಿಟಲ್ ಮಾಧ್ಯಮಗಳು ಆಕ್ರಮಿಸಿಕೊಂಡಿದ್ದರೂ ಮಾಧ್ಯಮಗಳ ಮಹತ್ವ ಕಡಿಮೆಯಾಗಿಲ್ಲ. ಅವಕಾಶಗಳು ಹತ್ತಾರು ಪಟ್ಟು ಹೆಚ್ಚಾಗಿವೆ. ಅವುಗಳನ್ನು ಬಳಸಿಕೊಳ್ಳುವ ಕೌಶಲವನ್ನು ರೂಢಿಸಿಕೊಳ್ಳುವುದು ಮುಖ್ಯ. ಚಾರಿಗರಾಸು, ಗ್ರಾಫಿಕ್ಸ್ ಮತ್ತು ಅನಿಮೇಶನ್, ಸಿನಿಮಾ, ಛಾಯಾಗ್ರಹಣ, ತಾಂತ್ರಿಕ ಬರವಣಿಗೆ ಕ್ಷೇತ್ರಗಳಲ್ಲಿ ಅಪಾರ ಅವಕಾಶಗಳಿವೆ ಎಂದರು. ಕಂಪ್ಯೂಟರ್ ಜ್ಞಾನ, ಉತ್ತಮ ಸಂವಹನ ಕೌಶಲ, ಭಾಷೆಯ ಮೇಲಿನ ಹಿಡಿತ ಇವುಗಳ ಬಗ್ಗೆ ವಿದ್ಯಾರ್ಥಿಗಳು ಕಾಲೇಜು ದಿನಗಳಿಂದಲೇ ಗಮನ ಹರಿಸಬೇಕು. ಮಾಧ್ಯಮರಂಗದ ಯಾವುದೇ ಭಾಗವನ್ನು ಪ್ರವೇಶಿಸಿದರೂ ಯಶಸ್ಸು ಕಾಣಬಹುದು. ಬದಲಾಗುತ್ತಿರುವ ಮಾಧ್ಯಮರಂಗ ಬಯಸುವ ಕೌಶಲಗಳನ್ನು ಅರ್ಥಮಾಡಿಕೊಳ್ಳಬೇಕು ಎಂದರು. ಉಪನ್ಯಾಸಕ ಡಾ.ಪ್ರದೀಪ್ ಟಿ. ಪತ್ರಿಕೋದ್ಯಮ ಮತ್ತು ಸಮೂಹ ಸಂವಹನ ಸ್ನಾತಕೋತ್ತರ ಪದವಿಯನ್ನು ಪರಿಚಯಿಸಿದರು. ವಿದ್ಯಾರ್ಥಿಗಳಿಗೆ ವಿವಿಧ ಸ್ಪರ್ಧೆಗಳನ್ನು ಹಮ್ಮಿಕೊಳ್ಳಲಾಗಿತ್ತು. ಪ್ರಾಧ್ಯಾಪಕರಾದ ಡಾ.ಕುಮಾರಸ್ವಾಮಿ ಬಿ.ಸ್ವಾಮಿ, ಉಪನ್ಯಾಸಕಿ ಡಾ.ಕೆ.ನಿ.ಸಂಯೋಜಕಿ ಡಾ. ಅನಸೂಯ ಕೆ.ವಿ. ಪಂದೇನಿದರು. ಉಪನ್ಯಾಸಕರಾದ ವಿನಯ್ ಕುಮಾರ್ ಎಸ್.ಎಲ್., ಡಾ. ಗಿರಿಜಾ ಜಿ. ಉಪಸ್ಥಿತರಿದ್ದರು. [302,1043,574,1414]
important-day-item: ಮೇ 20 – ವಿಶ್ವ ಮಾಪನಶಾಸ್ತ್ರ ದಿನ. [1125,602,1448,622]
story1-headline: ವಿದ್ಯಾರ್ಥಿಗಳಿಗೆ ಗುಣಮಟ್ಟದ ಶಿಕ್ಷಣ ನೀಡಲು ಸ್ಕಾಲರ್‌ಶಿಪ್ ಟೆಸ್ಟ್ ಅಗತ್ಯ: ಡಾ.ಎಂ.ಆರ್.ಹುಲಿನಾಯ್ಕರ್ [39,112,1050,149]
important-day-item: ಮೇ 2 – ವಿಶ್ವ ಟ್ಯೂನ ದಿನ , ವಿಶ್ವ ಟ್ಯೂನ ದಿನ [1125,236,1448,256]
story2-photo-audience [302,983,574,1033]
important-day-item: ಮೇ 24 – ಕಾಮನ್‌ವೆಲ್ತ್ ದಿನ. [1125,703,1448,723]
story1-col1: ತುಮಕೂರು: ಬಡತನ ಶಿಕ್ಷಣಕ್ಕೆ ಅಡ್ಡಿಯಾಗಬಾರದು, ಪ್ರತಿ ವರ್ಷ 25 ಲಕ್ಷ ವಿದ್ಯಾರ್ಥಿಗಳು ನೀಟ್ ಪರೀಕ್ಷೆಗೆ ಹಾಜರಾಗುತ್ತಾರೆ. ಆದರೆ ಒಂದು ಲಕ್ಷ ವಿದ್ಯಾರ್ಥಿಗಳಿಗೆ ಮಾತ್ರ ವೈದ್ಯಕೀಯ ಕಾಲೇಜುಗಳಿಗೆ ಪ್ರವೇಶ ಲಭ್ಯವಾಗಲಿದೆ. ಉಳಿದ 24 ಲಕ್ಷ ವಿದ್ಯಾರ್ಥಿಗಳು ಬೇರೆ ಬೇರೆ ಕೋರ್ಸುಗಳನ್ನು ಆಯ್ಕೆ ಮಾಡಿಕೊಳ್ಳಬೇಕಾಗುತ್ತದೆ. ಶ್ರೀದೇವಿ ಕಾಲೇಜಿನಲ್ಲಿ 11 ಕ್ಕೂ ಹೆಚ್ಚು ಪ್ಯಾರಾಮೆಡಿಕಲ್ ಕೋರ್ಸುಗಳನ್ನು ಆಫರ್ ಮಾಡುತ್ತಿದ್ದು, ಅವುಗಳ ಮೂಲಕ ಉತ್ತಮ ಭವಿಷ್ಯ ರೂಪಿಸಿಕೊಳ್ಳುವ ಅವಕಾಶವಿದೆ. ಇಲ್ಲಿನ ವಿದ್ಯಾರ್ಥಿಗಳಿಗೆ ಗುಣಮಟ್ಟದ ಶಿಕ್ಷಣ ಮತ್ತು ಆರೋಗ್ಯ ಸೇವೆ ದೊರಕಿಸುವ ನಿಟ್ಟಿನಲ್ಲಿ ಕಾಲೇಜು ಆಡಳಿತ ಮಂಡಳಿ ಪೂರ್ಣ ಬದ್ಧವಾಗಿ ತೊಡಗಿಸಿಕೊಂಡಿದೆ ಎಂದು ಶ್ರೀದೇವಿ ಸಮೂಹ ಶಿಕ್ಷಣ ಸಂಸ್ಥೆಯ ಸಂಸ್ಥಾಪಕ ಅಧ್ಯಕ್ಷರಾದ ಡಾ.ಎಂ.ಆರ್.ಹುಲಿನಾಯ್ಕರ್ ಅಭಿಪ್ರಾಯಪಟ್ಟರು. ನಗರದ ಶಿರಾಗೇಟ್‌ನ ಶ್ರೀದೇವಿ ಇಂಜಿನಿಯರಿಂಗ್ ಮತ್ತು ತಾಂತ್ರಿಕ ಮಹಾವಿದ್ಯಾಲಯ ವತಿಯಿಂದ ಮೇ.17 ರಂದು ಶನಿವಾರ ಬೆಳಗ್ಗೆ 10 ಗಂಟೆಗೆ ಶ್ರೀದೇವಿ ಇಂಜಿನಿಯರಿಂಗ್ ಕಾಲೇಜಿನಲ್ಲಿ ಪಿ.ಯು.ಸಿ. ಉತ್ತೀರ್ಣರಾಗಿ ಬಿ.ಇ. ಪ್ರವೇಶಾತಿ ಬಯಸುತ್ತಿರುವ ವಿದ್ಯಾರ್ಥಿಗಳಿಗಾಗಿ ಆಯೋಜಿಸಲಾಗಿದ್ದ ಪ್ರವೇಶಾತಿ ಮತ್ತು ಸ್ಕಾಲರ್‌ಶಿಪ್ ಪರೀಕ್ಷೆ-2025 ಉದ್ಘಾಟನಾ ಸಮಾರಂಭದಲ್ಲಿ ಮಾತನಾಡುತ್ತಾ ಕಾಲೇಜು ಕಳೆದ ಹತ್ತು ವರ್ಷಗಳಿಂದಲೂ ಸ್ಕಾಲರ್‌ಶಿಪ್ ಟೆಸ್ಟ್ ನಡೆಸುತ್ತಿದ್ದು, ಈವರೆಗೂ ಹಲವಾರು [39,166,300,627]
important-day-item: ಮೇ 17 – ವಿಶ್ವ ಅಧಿಕ ರಕ್ತದೊತ್ತಡ ದಿನ. [1125,500,1448,520]
story1-photo [311,162,818,330]
important-day-item: ಮೇ 29 – ಅಂತರರಾಷ್ಟ್ರೀಯ ಮೌಂಟ್ ಎವರೆಸ್ಟ್ ದಿನ. [1125,805,1448,825]
important-day-item: ಮತ್ತು ಅಂತರರಾಷ್ಟ್ರೀಯ ವಲಸೆ ಪಕ್ಷಿ ದಿನಗಳ ಪಟ್ಟಿ ಇಲ್ಲಿದೆ. [1125,338,1448,358]
important-day-item: ಮೇ 2 – ಅಂತರಾಷ್ಟ್ರೀಯ ಖಗೋಳ ದಿನ. [1125,216,1448,236]
